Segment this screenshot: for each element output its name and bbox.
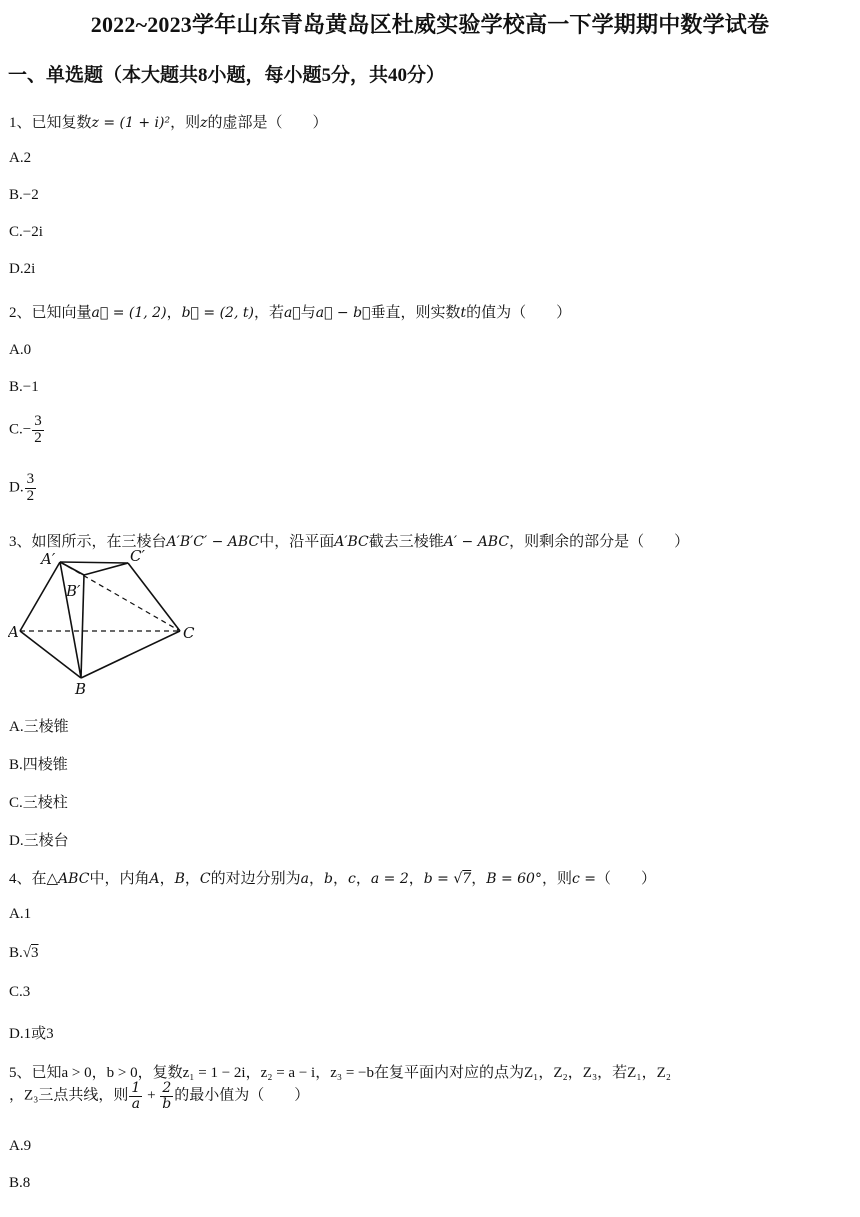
separator: ， (408, 871, 424, 887)
option-prefix: D. (9, 479, 24, 496)
fraction (25, 472, 37, 505)
question-text: 在△ (31, 871, 59, 887)
label-b1: B′ (66, 582, 81, 600)
math-expression: ABC (58, 871, 90, 887)
edge-a1-b (60, 562, 81, 678)
math-expression: B = 60° (486, 871, 542, 887)
question-5 (9, 1061, 671, 1082)
question-text: 已知复数 (31, 115, 92, 131)
separator: ， (355, 871, 371, 887)
edge-b1-c1 (84, 563, 128, 575)
math-variable: A (149, 871, 160, 887)
math-variable: a⃗ (283, 305, 301, 321)
question-text: 中，沿平面 (259, 534, 335, 550)
question-4 (9, 867, 656, 888)
question-text: 的对边分别为 (210, 871, 301, 887)
separator: ， (166, 305, 182, 321)
edge-a1-a (20, 562, 60, 631)
option-a: A.0 (9, 342, 32, 358)
label-c: C (183, 624, 195, 642)
option-c: C.3 (9, 984, 31, 1000)
option-prefix: B.√ (9, 945, 31, 961)
label-a: A (8, 623, 19, 641)
separator: ， (332, 871, 348, 887)
math-variable: c (348, 871, 356, 887)
fraction (160, 1081, 173, 1111)
question-text: 已知向量 (31, 305, 92, 321)
label-a1: A′ (41, 550, 56, 568)
separator: ， (309, 871, 325, 887)
separator: ， (159, 871, 175, 887)
frustum-figure (8, 546, 208, 701)
section-heading: 一、单选题（本大题共8小题，每小题5分，共40分） (8, 65, 446, 86)
question-text: 的最小值为（ ） (174, 1087, 310, 1104)
question-text: ，若 (253, 305, 284, 321)
fraction (32, 414, 44, 447)
option-b: B.四棱锥 (9, 757, 68, 773)
edge-b1-b (81, 575, 84, 678)
option-b (9, 945, 39, 962)
option-b: B.−1 (9, 379, 39, 395)
option-a: A.9 (9, 1138, 32, 1154)
math-expression: a = 2 (370, 871, 409, 887)
question-text: （ ） (596, 871, 657, 887)
question-text: ，Z₃三点共线，则 (9, 1087, 129, 1104)
page-title: 2022~2023学年山东青岛黄岛区杜威实验学校高一下学期期中数学试卷 (90, 12, 770, 37)
math-expression: z = (1 + i)² (91, 115, 171, 131)
option-d (9, 472, 37, 505)
question-text: 的虚部是（ ） (207, 115, 328, 131)
question-text: 与 (300, 305, 316, 321)
question-text: ，则剩余的部分是（ ） (509, 534, 690, 550)
question-text: 的值为（ ） (466, 305, 572, 321)
separator: ， (471, 871, 487, 887)
math-variable: z (200, 115, 208, 131)
question-number: 2、 (9, 305, 32, 321)
math-variable: t (460, 305, 467, 321)
question-number: 4、 (9, 871, 32, 887)
option-c (9, 414, 45, 447)
question-number: 5、 (9, 1065, 32, 1081)
question-5-line-2 (9, 1081, 309, 1111)
math-expression: b⃗ = (2, t) (181, 305, 254, 321)
option-d: D.2i (9, 261, 36, 277)
math-variable: C (199, 871, 211, 887)
fraction (129, 1081, 142, 1111)
math-expression: A′B′C′ − ABC (166, 534, 260, 550)
plus-sign: + (143, 1087, 160, 1104)
math-expression: a⃗ − b⃗ (315, 305, 371, 321)
option-a: A.三棱锥 (9, 719, 69, 735)
fraction-numerator: 3 (34, 413, 42, 429)
question-text: 截去三棱锥 (368, 534, 444, 550)
radicand: 3 (31, 945, 39, 961)
option-c: C.−2i (9, 224, 43, 240)
radicand: 7 (462, 871, 472, 887)
question-text: 已知a > 0，b > 0，复数z₁ = 1 − 2i，z₂ = a − i，z₃ = −b在复平面内对应的点为Z₁，Z₂，Z₃，若Z₁，Z₂ (31, 1065, 671, 1081)
option-prefix: C.− (9, 421, 32, 438)
math-expression: b = √ (423, 871, 463, 887)
question-text: 如图所示，在三棱台 (31, 534, 167, 550)
math-expression: A′BC (334, 534, 369, 550)
edge-a1-c1 (60, 562, 128, 563)
label-b: B (75, 680, 87, 698)
question-text: 中，内角 (89, 871, 150, 887)
question-number: 3、 (9, 534, 32, 550)
option-b: B.−2 (9, 187, 39, 203)
math-variable: a (300, 871, 309, 887)
option-a: A.1 (9, 906, 32, 922)
option-d: D.三棱台 (9, 833, 69, 849)
fraction-denominator: 2 (26, 487, 35, 504)
question-2 (9, 301, 571, 322)
math-variable: b (324, 871, 333, 887)
label-c1: C′ (130, 547, 145, 565)
separator: ， (184, 871, 200, 887)
fraction-denominator: a (131, 1095, 141, 1112)
question-1 (9, 111, 328, 132)
option-d: D.1或3 (9, 1026, 54, 1042)
edge-b-c (81, 631, 180, 678)
fraction-denominator: 2 (34, 429, 42, 446)
fraction-numerator: 3 (26, 471, 35, 487)
fraction-numerator: 1 (131, 1080, 141, 1096)
math-variable: B (174, 871, 185, 887)
question-text: ，则 (541, 871, 572, 887)
option-c: C.三棱柱 (9, 795, 68, 811)
edge-a-b (20, 631, 81, 678)
question-text: 垂直，则实数 (370, 305, 461, 321)
math-expression: A′ − ABC (443, 534, 510, 550)
option-a: A.2 (9, 150, 32, 166)
option-b: B.8 (9, 1175, 31, 1191)
fraction-denominator: b (162, 1095, 172, 1112)
math-expression: a⃗ = (1, 2) (91, 305, 167, 321)
edge-c1-c (128, 563, 180, 631)
question-number: 1、 (9, 115, 32, 131)
question-text: ，则 (170, 115, 201, 131)
fraction-numerator: 2 (162, 1080, 172, 1096)
math-expression: c = (571, 871, 596, 887)
